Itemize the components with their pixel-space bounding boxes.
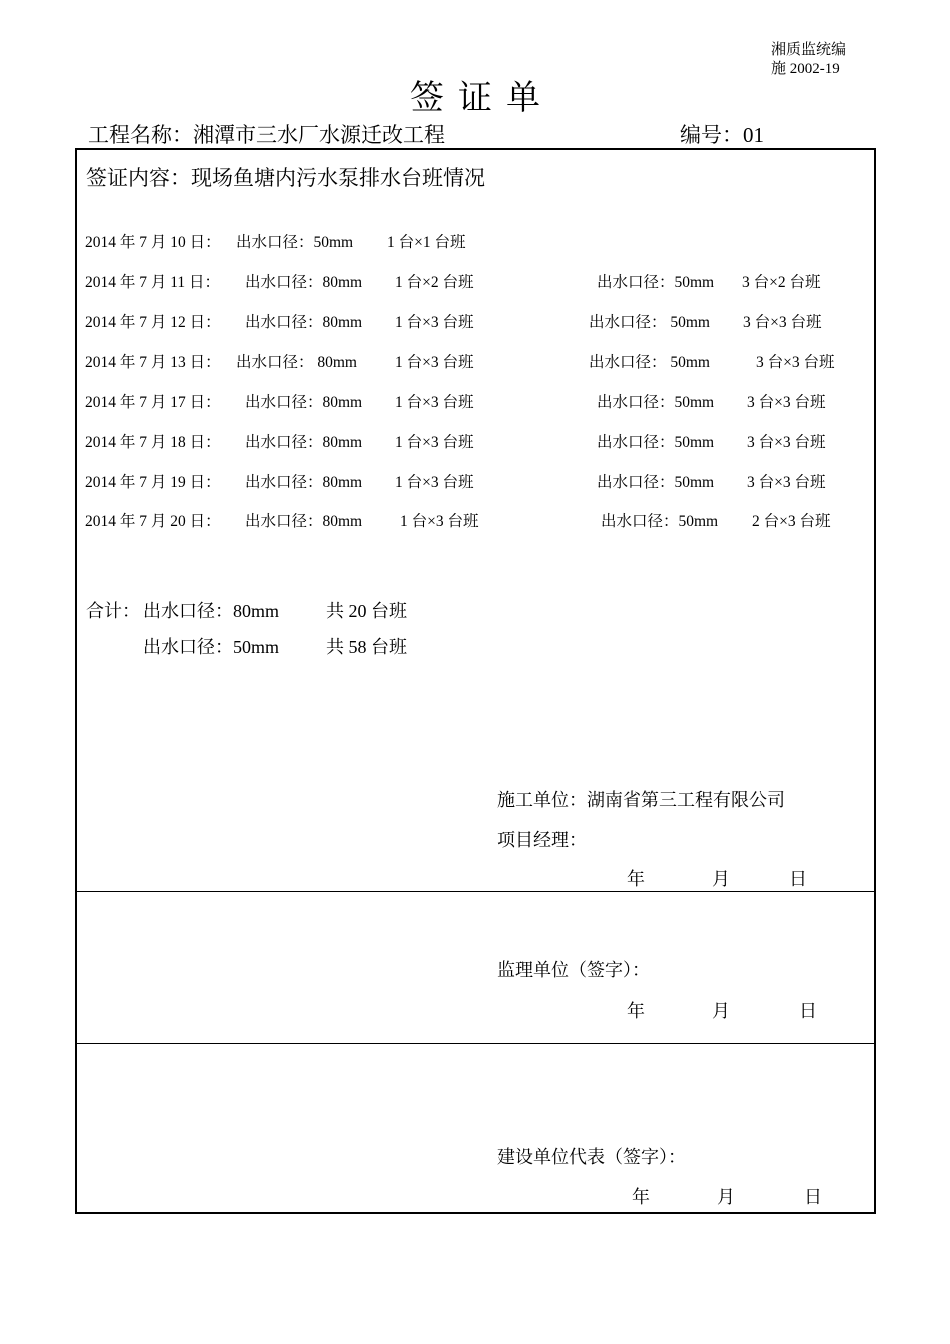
record-row [0,270,950,292]
totals-label: 合计： [86,601,140,621]
record-size-a: 出水口径： 80mm [236,354,357,371]
project-manager-label: 项目经理： [497,830,587,850]
record-size-a: 出水口径：50mm [236,234,354,251]
record-count-b: 3 台×2 台班 [742,274,821,291]
record-size-b: 出水口径： 50mm [589,354,710,371]
date-year: 年 [627,1001,645,1021]
totals-size-50: 出水口径：50mm [143,637,280,657]
record-row [0,509,950,531]
record-count-a: 1 台×3 台班 [395,434,474,451]
date-month: 月 [712,869,730,889]
record-row [0,430,950,452]
record-count-b: 3 台×3 台班 [747,474,826,491]
record-size-a: 出水口径：80mm [245,434,363,451]
date-day: 日 [804,1187,822,1207]
document-code-line1: 湘质监统编 [771,42,847,58]
record-size-a: 出水口径：80mm [245,474,363,491]
content-heading: 签证内容：现场鱼塘内污水泵排水台班情况 [86,166,485,190]
record-count-b: 3 台×3 台班 [756,354,835,371]
document-code-line2: 施 2002-19 [771,61,840,77]
record-date: 2014 年 7 月 19 日： [85,474,221,491]
record-size-b: 出水口径：50mm [597,434,715,451]
record-size-b: 出水口径： 50mm [589,314,710,331]
record-row [0,350,950,372]
record-count-a: 1 台×1 台班 [387,234,466,251]
record-date: 2014 年 7 月 20 日： [85,513,221,530]
record-row [0,390,950,412]
totals-size-80: 出水口径：80mm [143,601,280,621]
record-row [0,470,950,492]
record-size-a: 出水口径：80mm [245,314,363,331]
record-count-b: 3 台×3 台班 [743,314,822,331]
record-count-a: 1 台×3 台班 [395,474,474,491]
section-divider [77,1043,874,1044]
record-count-a: 1 台×2 台班 [395,274,474,291]
project-name: 工程名称：湘潭市三水厂水源迁改工程 [88,123,445,147]
owner-rep-label: 建设单位代表（签字）： [497,1147,686,1167]
date-month: 月 [712,1001,730,1021]
date-year: 年 [627,869,645,889]
record-count-a: 1 台×3 台班 [395,314,474,331]
record-date: 2014 年 7 月 11 日： [85,274,221,291]
record-size-a: 出水口径：80mm [245,394,363,411]
record-count-a: 1 台×3 台班 [395,354,474,371]
date-day: 日 [789,869,807,889]
record-row [0,310,950,332]
date-month: 月 [717,1187,735,1207]
record-count-b: 3 台×3 台班 [747,394,826,411]
record-size-b: 出水口径：50mm [597,474,715,491]
supervisor-label: 监理单位（签字）： [497,960,650,980]
form-frame [75,148,876,1214]
record-size-a: 出水口径：80mm [245,513,363,530]
record-size-b: 出水口径：50mm [597,394,715,411]
record-date: 2014 年 7 月 13 日： [85,354,221,371]
record-count-b: 3 台×3 台班 [747,434,826,451]
record-size-b: 出水口径：50mm [597,274,715,291]
record-date: 2014 年 7 月 12 日： [85,314,221,331]
record-row [0,230,950,252]
record-count-a: 1 台×3 台班 [395,394,474,411]
contractor-label: 施工单位：湖南省第三工程有限公司 [497,790,785,810]
record-size-b: 出水口径：50mm [601,513,719,530]
record-date: 2014 年 7 月 17 日： [85,394,221,411]
totals-count-50: 共 58 台班 [326,637,407,657]
record-count-b: 2 台×3 台班 [752,513,831,530]
record-date: 2014 年 7 月 18 日： [85,434,221,451]
record-count-a: 1 台×3 台班 [400,513,479,530]
serial-number: 编号：01 [680,123,764,147]
section-divider [77,891,874,892]
totals-count-80: 共 20 台班 [326,601,407,621]
record-date: 2014 年 7 月 10 日： [85,234,221,251]
record-size-a: 出水口径：80mm [245,274,363,291]
date-day: 日 [799,1001,817,1021]
date-year: 年 [632,1187,650,1207]
page-title: 签证单 [410,78,554,118]
